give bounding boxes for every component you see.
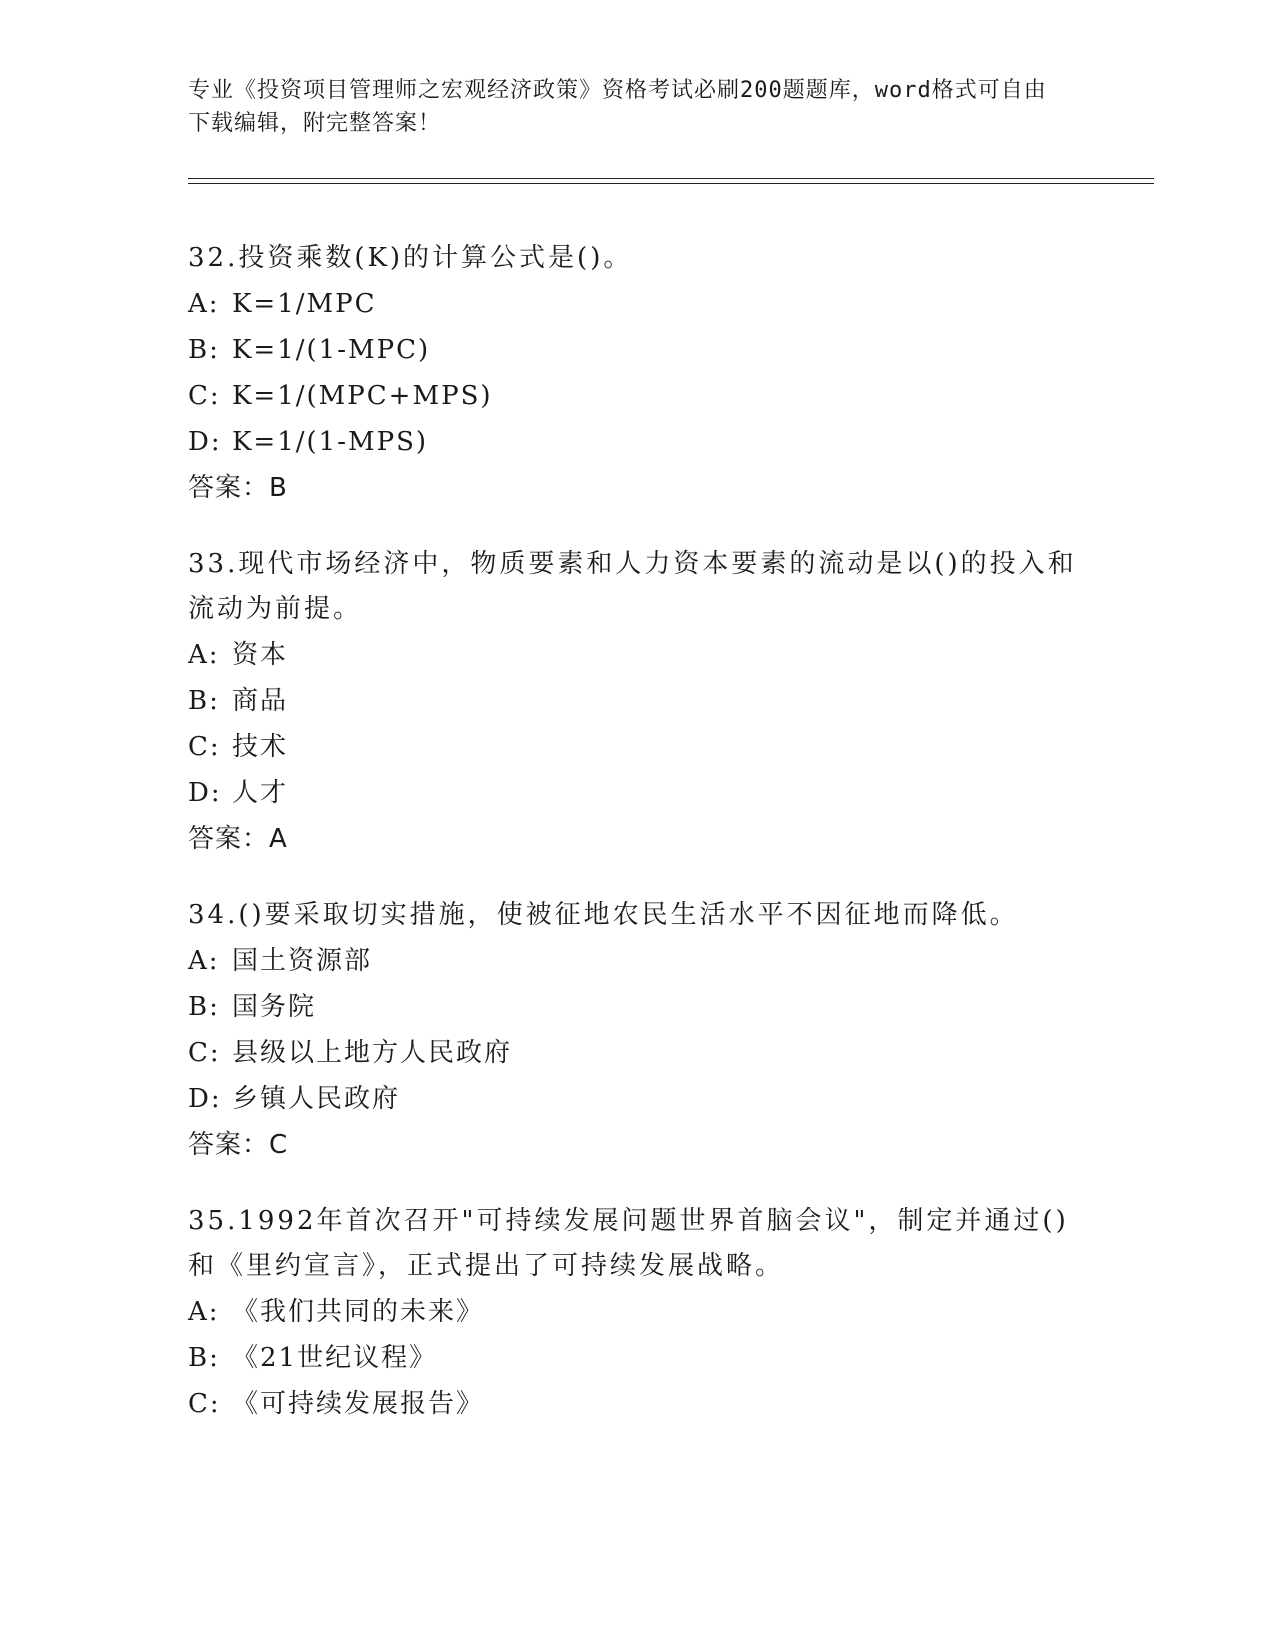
option-c <box>188 1030 1088 1076</box>
option-letter: B: <box>188 686 220 716</box>
option-text: 乡镇人民政府 <box>232 1084 401 1114</box>
option-text: 商品 <box>232 686 289 716</box>
option-a <box>188 938 1088 984</box>
option-letter: B: <box>188 992 220 1022</box>
option-text: K=1/(1-MPC) <box>232 335 431 365</box>
option-text: 资本 <box>232 640 289 670</box>
option-d <box>188 770 1088 816</box>
question-list <box>188 236 1088 1458</box>
option-text: 《我们共同的未来》 <box>232 1297 485 1327</box>
header-divider-top <box>188 178 1154 179</box>
question-32 <box>188 236 1088 511</box>
question-stem: 35.1992年首次召开"可持续发展问题世界首脑会议"，制定并通过()和《里约宣言》，正式提出了可持续发展战略。 <box>188 1206 1069 1281</box>
question-33 <box>188 542 1088 862</box>
option-letter: A: <box>188 946 220 976</box>
question-35 <box>188 1199 1088 1427</box>
option-d <box>188 419 1088 465</box>
option-letter: B: <box>188 335 220 365</box>
option-letter: C: <box>188 1038 221 1068</box>
option-b <box>188 1335 1088 1381</box>
option-text: K=1/(1-MPS) <box>232 427 429 457</box>
option-a <box>188 632 1088 678</box>
option-text: 《可持续发展报告》 <box>232 1389 485 1419</box>
option-text: 县级以上地方人民政府 <box>232 1038 513 1068</box>
header-divider-bottom <box>188 183 1154 184</box>
option-letter: C: <box>188 381 221 411</box>
option-letter: A: <box>188 640 220 670</box>
option-letter: C: <box>188 1389 221 1419</box>
option-letter: C: <box>188 732 221 762</box>
question-stem: 32.投资乘数(K)的计算公式是()。 <box>188 243 633 273</box>
option-text: K=1/(MPC+MPS) <box>232 381 493 411</box>
option-b <box>188 678 1088 724</box>
question-stem: 33.现代市场经济中，物质要素和人力资本要素的流动是以()的投入和流动为前提。 <box>188 549 1077 624</box>
option-letter: B: <box>188 1343 220 1373</box>
option-b <box>188 984 1088 1030</box>
option-text: 人才 <box>232 778 289 808</box>
option-text: 《21世纪议程》 <box>232 1343 438 1373</box>
option-a <box>188 281 1088 327</box>
answer-label: 答案：C <box>188 1130 289 1160</box>
option-letter: A: <box>188 289 220 319</box>
option-letter: D: <box>188 1084 222 1114</box>
option-a <box>188 1289 1088 1335</box>
answer-label: 答案：B <box>188 473 288 503</box>
option-text: 国务院 <box>232 992 317 1022</box>
option-text: 技术 <box>232 732 289 762</box>
document-header: 专业《投资项目管理师之宏观经济政策》资格考试必刷200题题库，word格式可自由下载编辑，附完整答案！ <box>188 78 1047 136</box>
option-c <box>188 1381 1088 1427</box>
option-c <box>188 724 1088 770</box>
option-letter: D: <box>188 427 222 457</box>
option-letter: A: <box>188 1297 220 1327</box>
option-text: 国土资源部 <box>232 946 373 976</box>
option-text: K=1/MPC <box>232 289 377 319</box>
option-d <box>188 1076 1088 1122</box>
option-b <box>188 327 1088 373</box>
option-c <box>188 373 1088 419</box>
question-stem: 34.()要采取切实措施，使被征地农民生活水平不因征地而降低。 <box>188 900 1019 930</box>
question-34 <box>188 893 1088 1168</box>
answer-label: 答案：A <box>188 824 288 854</box>
option-letter: D: <box>188 778 222 808</box>
